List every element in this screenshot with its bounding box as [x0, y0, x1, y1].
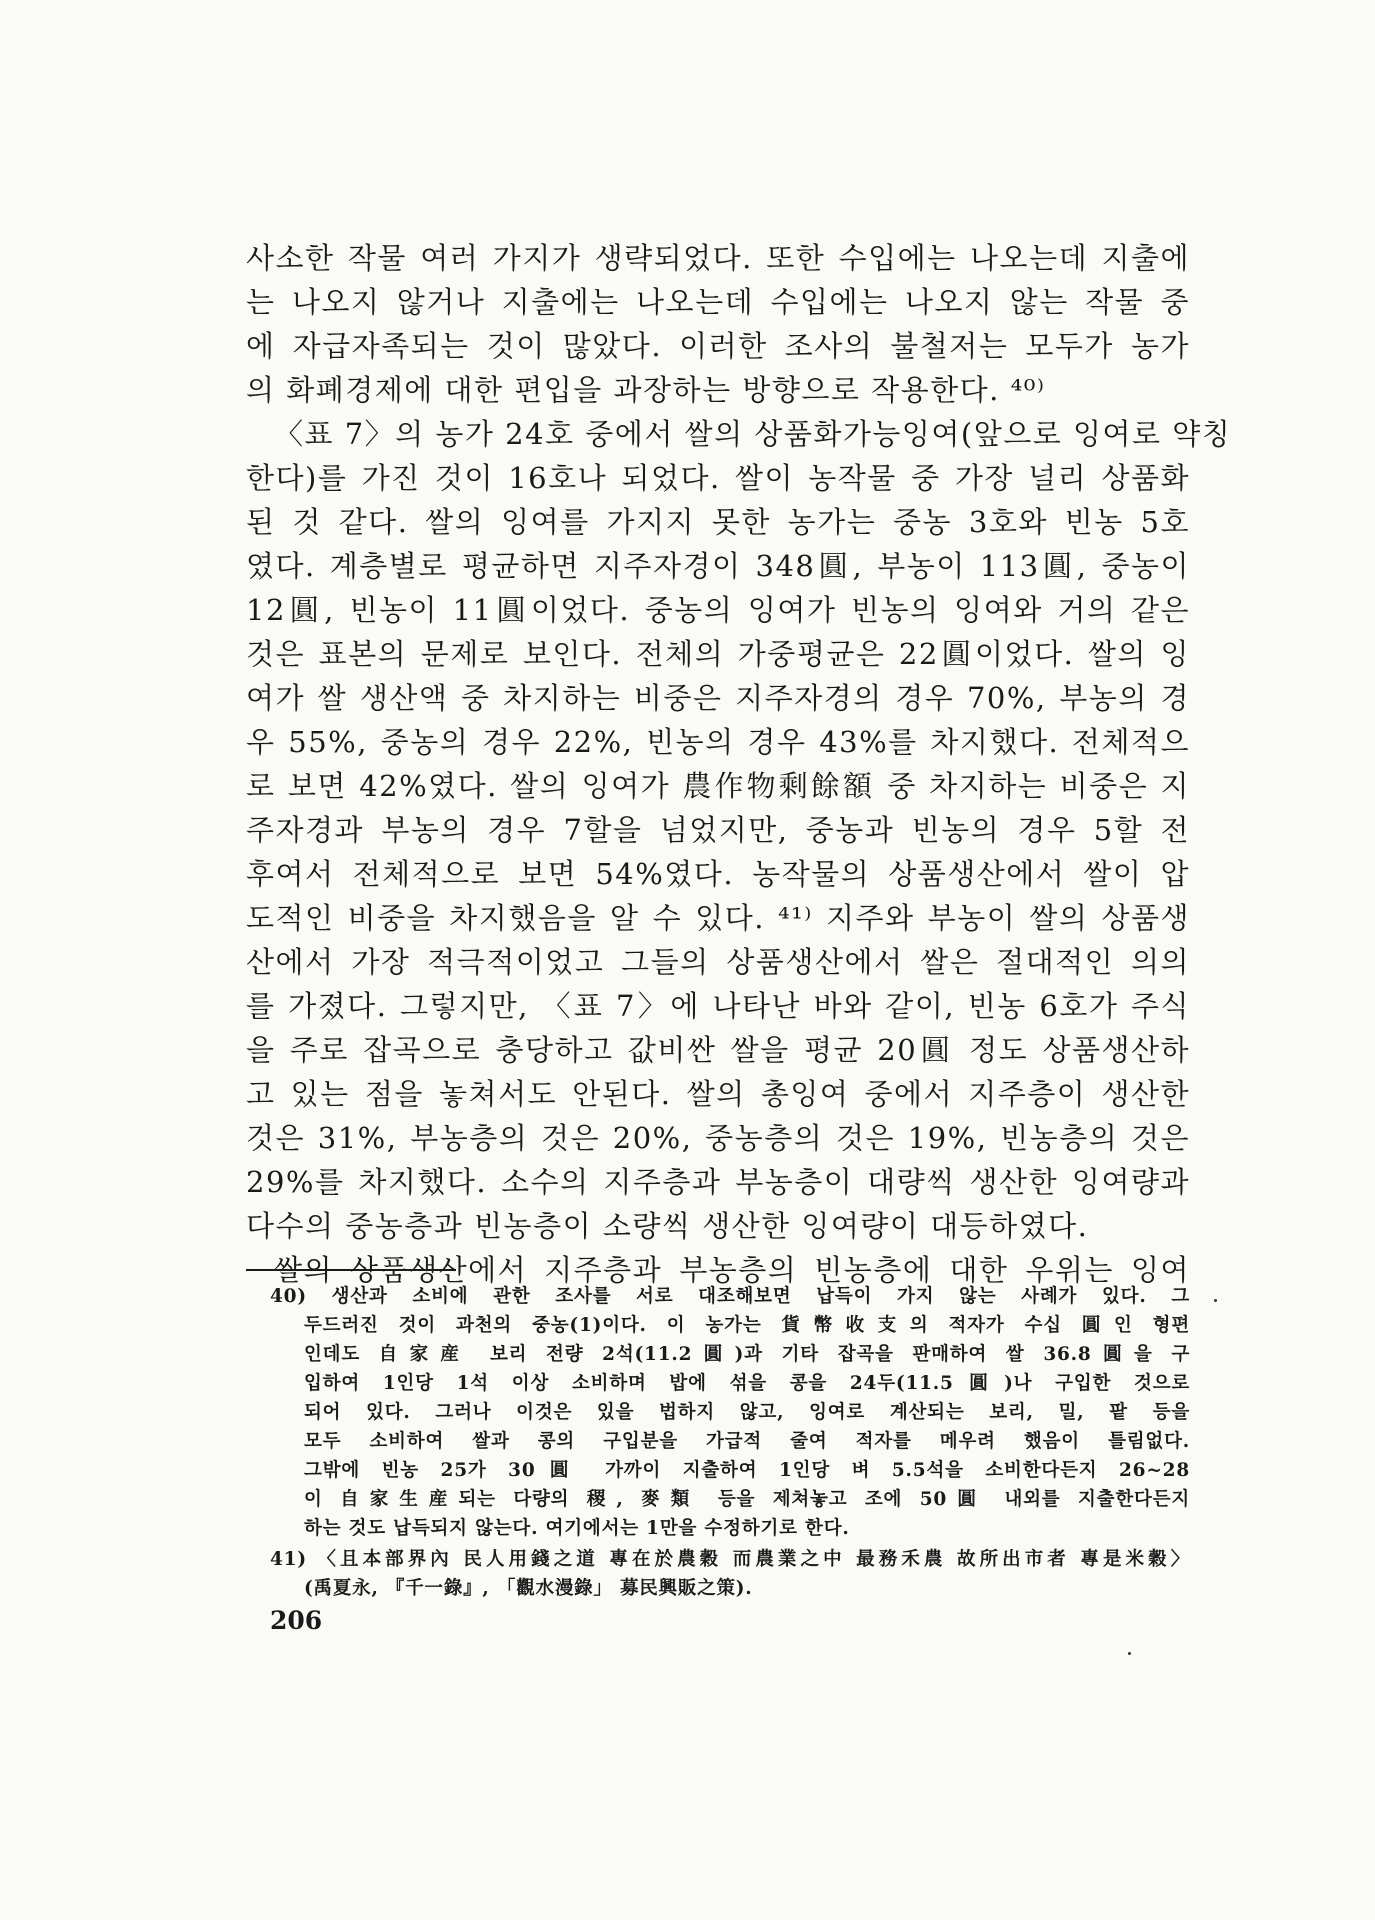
- body-line: 〈표 7〉의 농가 24호 중에서 쌀의 상품화가능잉여(앞으로 잉여로 약칭: [274, 417, 1232, 451]
- body-line: 였다. 계층별로 평균하면 지주자경이 348圓, 부농이 113圓, 중농이: [246, 549, 1190, 583]
- footnote-40-line: 인데도 自家産 보리 전량 2석(11.2圓)과 기타 잡곡을 판매하여 쌀 36.8圓을 구: [304, 1344, 1190, 1365]
- footnote-41-line: (禹夏永, 『千一錄』, 「觀水漫錄」 募民興販之策).: [304, 1578, 753, 1599]
- body-line: 주자경과 부농의 경우 7할을 넘었지만, 중농과 빈농의 경우 5할 전: [246, 813, 1190, 847]
- footnote-41-line: 41) 〈且本部界內 民人用錢之道 專在於農穀 而農業之中 最務禾農 故所出市者 專是米穀〉: [270, 1549, 1190, 1570]
- body-line: 우 55%, 중농의 경우 22%, 빈농의 경우 43%를 차지했다. 전체적으: [246, 725, 1190, 759]
- footnote-40-line: 이 自家生産되는 다량의 稷, 麥類 등을 제쳐놓고 조에 50圓 내외를 지출한다든지: [304, 1489, 1190, 1510]
- body-line: 의 화폐경제에 대한 편입을 과장하는 방향으로 작용한다. ⁴⁰⁾: [246, 373, 1046, 407]
- footnote-40-line: 두드러진 것이 과천의 중농(1)이다. 이 농가는 貨幣收支의 적자가 수십 圓인 형편: [304, 1315, 1190, 1336]
- body-line: 산에서 가장 적극적이었고 그들의 상품생산에서 쌀은 절대적인 의의: [246, 945, 1190, 979]
- footnote-40-line: 40) 생산과 소비에 관한 조사를 서로 대조해보면 납득이 가지 않는 사례가 있다. 그: [270, 1286, 1190, 1307]
- scan-speck: [1128, 1652, 1131, 1655]
- footnote-40-line: 그밖에 빈농 25가 30圓 가까이 지출하여 1인당 벼 5.5석을 소비한다든지 26~28: [304, 1460, 1190, 1481]
- scan-speck: [1214, 1299, 1217, 1302]
- page-number: 206: [270, 1606, 323, 1635]
- body-line: 를 가졌다. 그렇지만, 〈표 7〉에 나타난 바와 같이, 빈농 6호가 주식: [246, 989, 1190, 1023]
- body-line: 고 있는 점을 놓쳐서도 안된다. 쌀의 총잉여 중에서 지주층이 생산한: [246, 1077, 1190, 1111]
- body-line: 29%를 차지했다. 소수의 지주층과 부농층이 대량씩 생산한 잉여량과: [246, 1165, 1190, 1199]
- body-line: 여가 쌀 생산액 중 차지하는 비중은 지주자경의 경우 70%, 부농의 경: [246, 681, 1190, 715]
- body-line: 에 자급자족되는 것이 많았다. 이러한 조사의 불철저는 모두가 농가: [246, 329, 1190, 363]
- body-line: 것은 표본의 문제로 보인다. 전체의 가중평균은 22圓이었다. 쌀의 잉: [246, 637, 1190, 671]
- footnote-40-line: 모두 소비하여 쌀과 콩의 구입분을 가급적 줄여 적자를 메우려 했음이 틀림없다.: [304, 1431, 1190, 1452]
- body-line: 것은 31%, 부농층의 것은 20%, 중농층의 것은 19%, 빈농층의 것은: [246, 1121, 1190, 1155]
- body-line: 후여서 전체적으로 보면 54%였다. 농작물의 상품생산에서 쌀이 압: [246, 857, 1190, 891]
- body-text: [246, 236, 1232, 1292]
- footnotes: [270, 1282, 1190, 1603]
- footnote-40-line: 입하여 1인당 1석 이상 소비하며 밥에 섞을 콩을 24두(11.5圓)나 구입한 것으로: [304, 1373, 1190, 1394]
- footnote-40-line: 하는 것도 납득되지 않는다. 여기에서는 1만을 수정하기로 한다.: [304, 1518, 850, 1539]
- body-line: 다수의 중농층과 빈농층이 소량씩 생산한 잉여량이 대등하였다.: [246, 1209, 1089, 1243]
- body-line: 는 나오지 않거나 지출에는 나오는데 수입에는 나오지 않는 작물 중: [246, 285, 1190, 319]
- body-line: 12圓, 빈농이 11圓이었다. 중농의 잉여가 빈농의 잉여와 거의 같은: [246, 593, 1190, 627]
- body-line: 사소한 작물 여러 가지가 생략되었다. 또한 수입에는 나오는데 지출에: [246, 241, 1190, 275]
- body-line: 도적인 비중을 차지했음을 알 수 있다. ⁴¹⁾ 지주와 부농이 쌀의 상품생: [246, 901, 1190, 935]
- body-line: 로 보면 42%였다. 쌀의 잉여가 農作物剩餘額 중 차지하는 비중은 지: [246, 769, 1190, 803]
- body-line: 쌀의 상품생산에서 지주층과 부농층의 빈농층에 대한 우위는 잉여: [274, 1253, 1190, 1287]
- footnote-divider: [246, 1269, 456, 1271]
- body-line: 을 주로 잡곡으로 충당하고 값비싼 쌀을 평균 20圓 정도 상품생산하: [246, 1033, 1190, 1067]
- footnote-40-line: 되어 있다. 그러나 이것은 있을 법하지 않고, 잉여로 계산되는 보리, 밀, 팥 등을: [304, 1402, 1190, 1423]
- body-line: 된 것 같다. 쌀의 잉여를 가지지 못한 농가는 중농 3호와 빈농 5호: [246, 505, 1190, 539]
- body-line: 한다)를 가진 것이 16호나 되었다. 쌀이 농작물 중 가장 널리 상품화: [246, 461, 1190, 495]
